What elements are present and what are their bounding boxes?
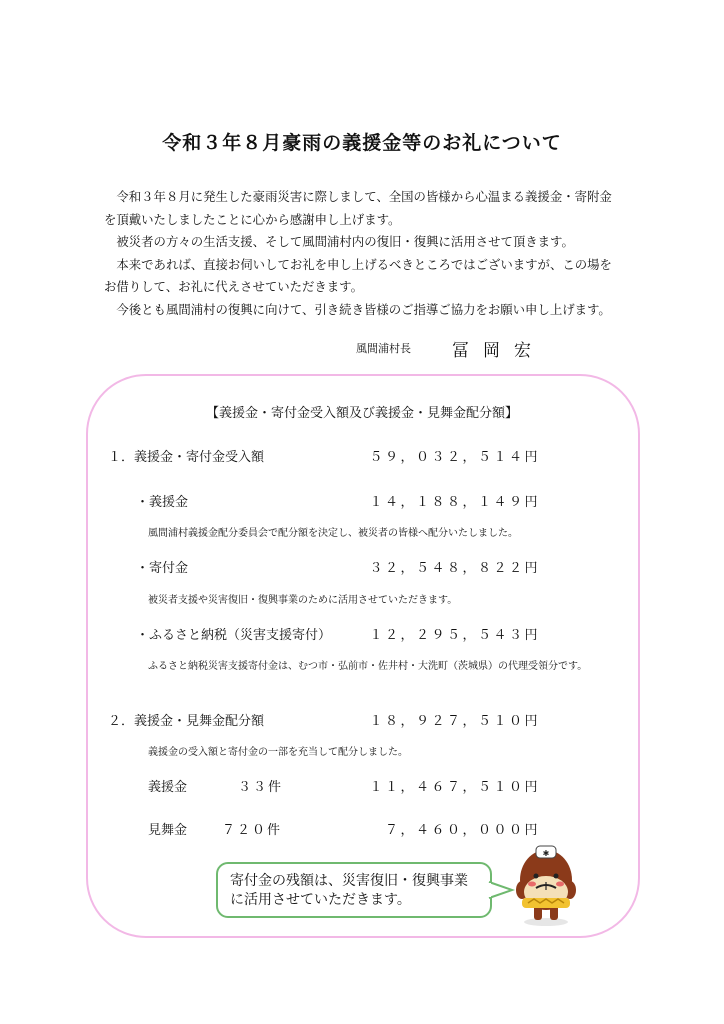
item-label-kifukin: ・寄付金 — [136, 561, 189, 576]
svg-text:✱: ✱ — [542, 849, 550, 858]
paragraph: 被災者の方々の生活支援、そして風間浦村内の復旧・復興に活用させて頂きます。 — [104, 234, 574, 249]
section1-amount: ５９，０３２，５１４円 — [369, 450, 540, 465]
paragraph: 令和３年８月に発生した豪雨災害に際しまして、全国の皆様から心温まる義援金・寄附金を頂戴いたしましたことに心から感謝申し上げます。 — [104, 189, 612, 227]
signature-title: 風間浦村長 — [356, 342, 411, 355]
speech-bubble-text — [230, 872, 490, 910]
distribution-label: 義援金 — [148, 780, 188, 795]
section2-note: 義援金の受入額と寄付金の一部を充当して配分しました。 — [148, 747, 408, 758]
item-amount-gienkin: １４，１８８，１４９円 — [369, 495, 540, 510]
distribution-count: ７２０件 — [222, 823, 283, 838]
summary-heading: 【義援金・寄付金受入額及び義援金・見舞金配分額】 — [205, 406, 518, 421]
signature-name: 冨岡宏 — [452, 341, 545, 361]
section2-label: ２．義援金・見舞金配分額 — [108, 714, 265, 729]
paragraph: 本来であれば、直接お伺いしてお礼を申し上げるべきところではございますが、この場をお借りして、お礼に代えさせていただきます。 — [104, 256, 612, 294]
item-amount-kifukin: ３２，５４８，８２２円 — [369, 561, 540, 576]
page-title: 令和３年８月豪雨の義援金等のお礼について — [162, 132, 562, 154]
item-amount-furusato: １２，２９５，５４３円 — [369, 628, 540, 643]
item-note-gienkin: 風間浦村義援金配分委員会で配分額を決定し、被災者の皆様へ配分いたしました。 — [148, 528, 518, 539]
item-note-furusato: ふるさと納税災害支援寄付金は、むつ市・弘前市・佐井村・大洗町（茨城県）の代理受領分です。 — [148, 661, 588, 672]
section2-amount: １８，９２７，５１０円 — [369, 714, 540, 729]
distribution-amount: ７，４６０，０００円 — [384, 823, 540, 838]
section1-label: １．義援金・寄付金受入額 — [108, 450, 265, 465]
mascot-icon — [510, 832, 582, 928]
bubble-line: に活用させていただきます。 — [230, 892, 411, 908]
distribution-amount: １１，４６７，５１０円 — [369, 780, 540, 795]
bubble-line: 寄付金の残額は、災害復旧・復興事業 — [230, 873, 468, 889]
item-label-gienkin: ・義援金 — [136, 495, 189, 510]
item-note-kifukin: 被災者支援や災害復旧・復興事業のために活用させていただきます。 — [148, 595, 458, 606]
distribution-label: 見舞金 — [148, 823, 188, 838]
item-label-furusato: ・ふるさと納税（災害支援寄付） — [136, 628, 332, 643]
distribution-count: ３３件 — [238, 780, 284, 795]
paragraph: 今後とも風間浦村の復興に向けて、引き続き皆様のご指導ご協力をお願い申し上げます。 — [104, 301, 611, 317]
message-body — [104, 186, 624, 321]
